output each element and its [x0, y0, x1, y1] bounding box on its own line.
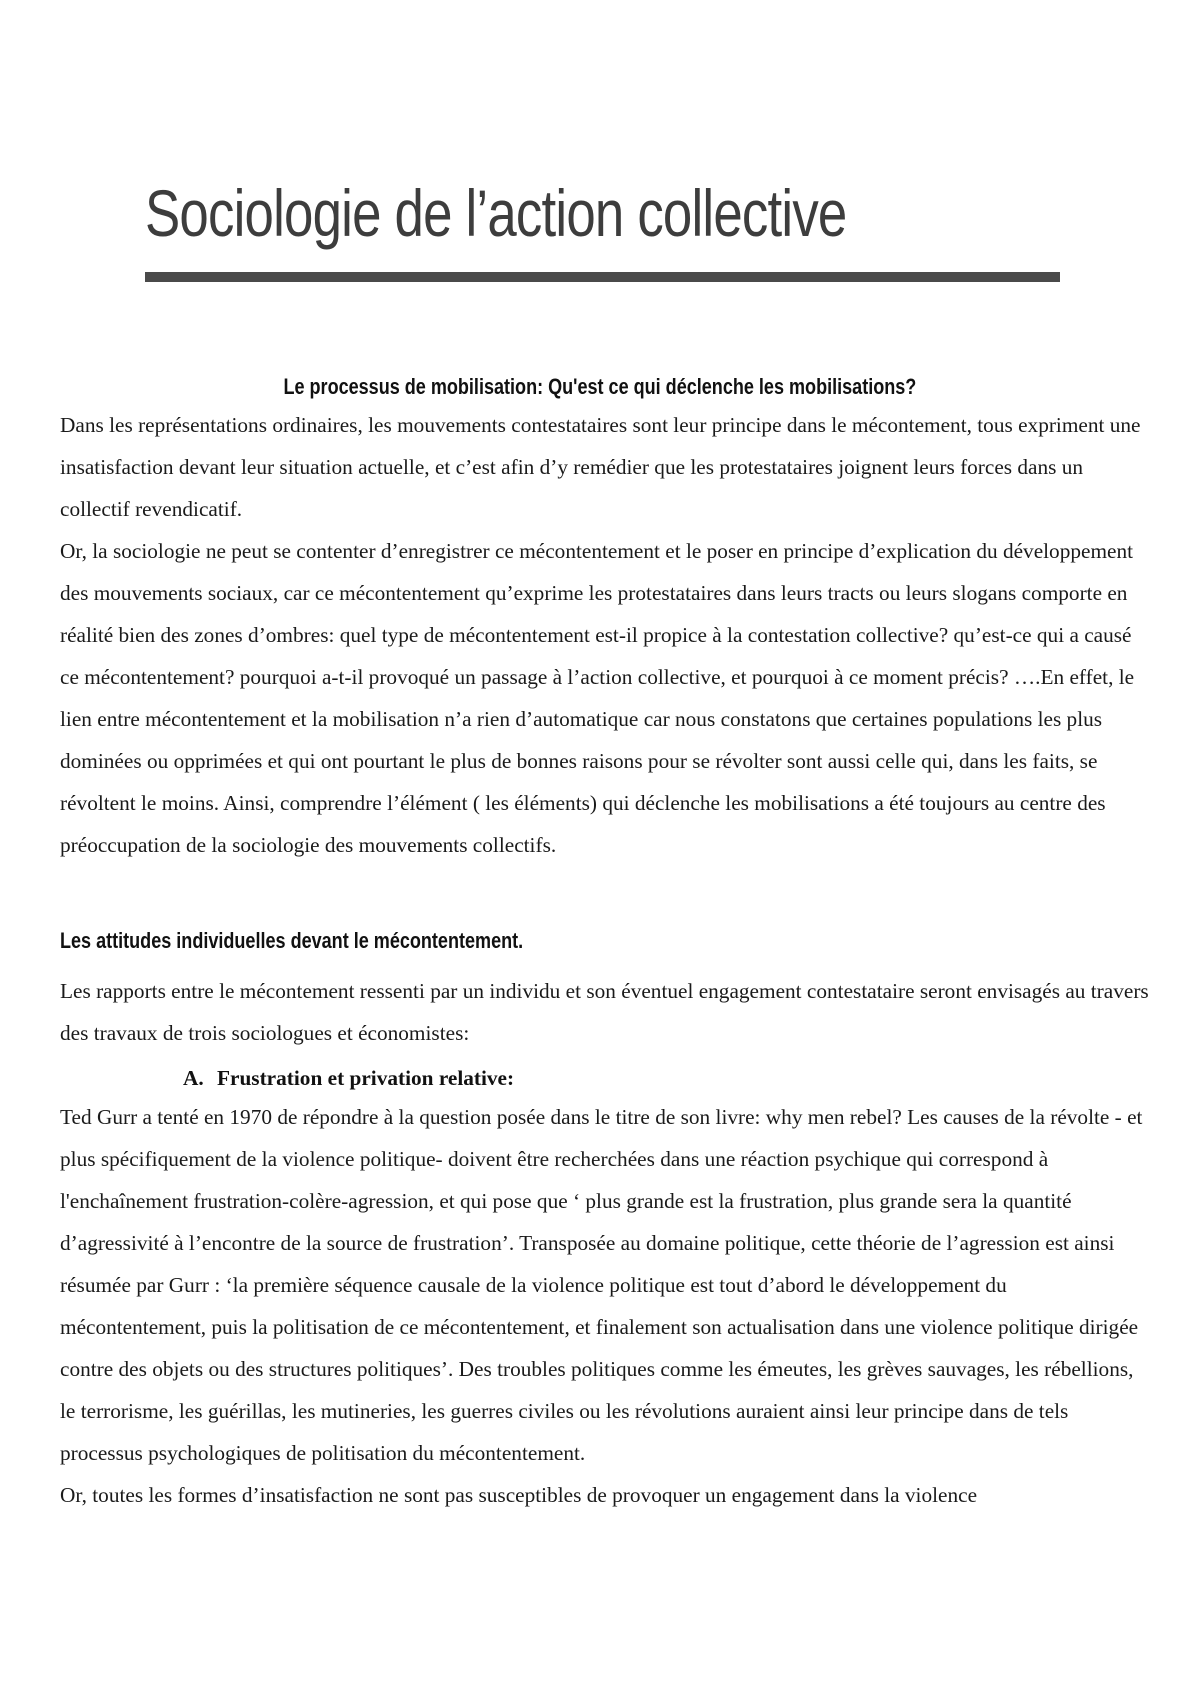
section-text-block — [60, 970, 1150, 1054]
intro-paragraph-2: Or, la sociologie ne peut se contenter d’enregistrer ce mécontentement et le poser en principe d’explication du développement des mouvements sociaux, car ce mécontentement qu’exprime les protestataires dans leurs tracts ou leurs slogans comporte en réalité bien des zones d’ombres: quel type de mécontentement est-il propice à la contestation collective? qu’est-ce qui a causé ce mécontentement? pourquoi a-t-il provoqué un passage à l’action collective, et pourquoi à ce moment précis? ….En effet, le lien entre mécontentement et la mobilisation n’a rien d’automatique car nous constatons que certaines populations les plus dominées ou opprimées et qui ont pourtant le plus de bonnes raisons pour se révolter sont aussi celle qui, dans les faits, se révoltent le moins. Ainsi, comprendre l’élément ( les éléments) qui déclenche les mobilisations a été toujours au centre des préoccupation de la sociologie des mouvements collectifs. — [60, 539, 1135, 857]
section-paragraph: Les rapports entre le mécontement ressenti par un individu et son éventuel engagement contestataire seront envisagés au travers des travaux de trois sociologues et économistes: — [60, 979, 1149, 1045]
title-underline — [145, 272, 1060, 282]
intro-text-block — [60, 404, 1150, 866]
section-heading: Les attitudes individuelles devant le mécontentement. — [60, 928, 524, 953]
body-paragraph-2: Or, toutes les formes d’insatisfaction ne sont pas susceptibles de provoquer un engagement dans la violence — [60, 1483, 978, 1507]
intro-paragraph-1: Dans les représentations ordinaires, les mouvements contestataires sont leur principe dans le mécontement, tous expriment une insatisfaction devant leur situation actuelle, et c’est afin d’y remédier que les protestataires joignent leurs forces dans un collectif revendicatif. — [60, 413, 1141, 521]
body-paragraph-1: Ted Gurr a tenté en 1970 de répondre à la question posée dans le titre de son livre: why men rebel? Les causes de la révolte - et plus spécifiquement de la violence politique- doivent être recherchées dans une réaction psychique qui correspond à l'enchaînement frustration-colère-agression, et qui pose que ‘ plus grande est la frustration, plus grande sera la quantité d’agressivité à l’encontre de la source de frustration’. Transposée au domaine politique, cette théorie de l’agression est ainsi résumée par Gurr : ‘la première séquence causale de la violence politique est tout d’abord le développement du mécontentement, puis la politisation de ce mécontentement, et finalement son actualisation dans une violence politique dirigée contre des objets ou des structures politiques’. Des troubles politiques comme les émeutes, les grèves sauvages, les rébellions, le terrorisme, les guérillas, les mutineries, les guerres civiles ou les révolutions auraient ainsi leur principe dans de tels processus psychologiques de politisation du mécontentement. — [60, 1105, 1143, 1465]
document-title: Sociologie de l’action collective — [145, 176, 847, 250]
subsection-title: Frustration et privation relative: — [217, 1066, 515, 1090]
subsection-letter: A. — [183, 1066, 204, 1090]
body-text-block — [60, 1096, 1150, 1516]
section-subtitle-text: Le processus de mobilisation: Qu'est ce qui déclenche les mobilisations? — [283, 374, 917, 399]
section-subtitle — [60, 373, 1140, 401]
subsection-heading — [183, 1063, 514, 1093]
